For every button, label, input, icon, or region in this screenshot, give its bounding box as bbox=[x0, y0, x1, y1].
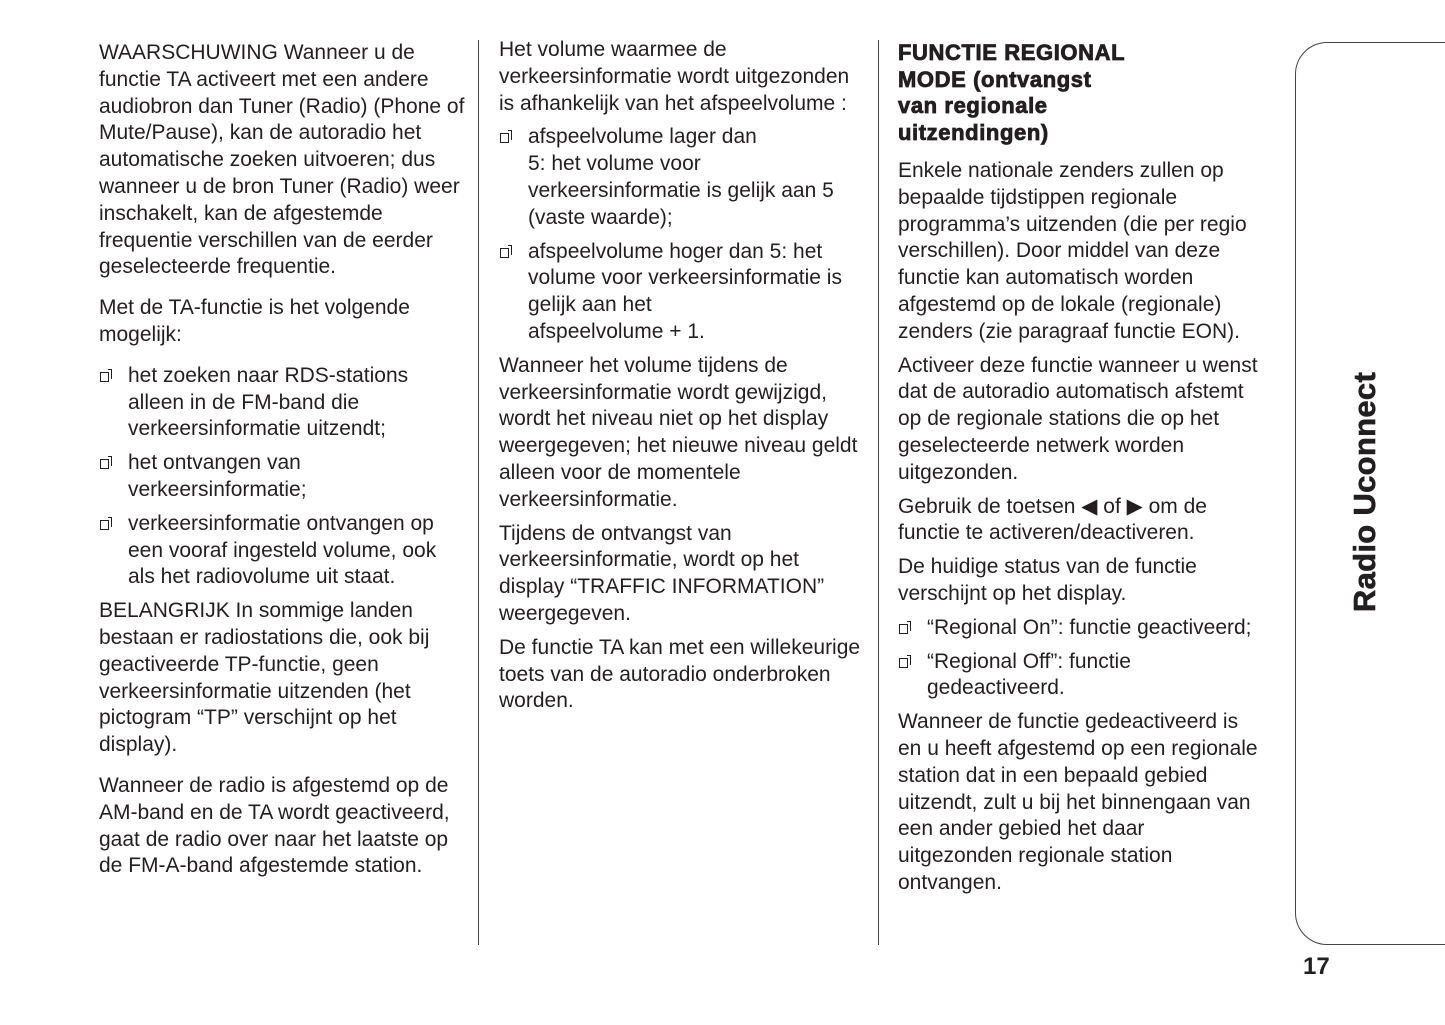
list-item-text: afspeelvolume hoger dan 5: het volume voor verkeersinformatie is gelijk aan het afspeelvolume + 1. bbox=[528, 239, 842, 343]
list-item bbox=[898, 649, 1273, 703]
paragraph: Wanneer het volume tijdens de verkeersinformatie wordt gewijzigd, wordt het niveau niet op het display weergegeven; het nieuwe niveau geldt alleen voor de momentele verkeersinformatie. bbox=[499, 353, 858, 511]
checkbox-bullet-icon bbox=[100, 459, 109, 469]
important-paragraph: BELANGRIJK In sommige landen bestaan er radiostations die, ook bij geactiveerde TP-functie, geen verkeersinformatie uitzenden (het pictogram “TP” verschijnt op het display). bbox=[99, 599, 430, 757]
column-3 bbox=[898, 40, 1273, 911]
list-item bbox=[99, 450, 474, 504]
checkbox-bullet-icon bbox=[899, 658, 908, 668]
warning-paragraph: WAARSCHUWING Wanneer u de functie TA activeert met een andere audiobron dan Tuner (Radio) (Phone of Mute/Pause), kan de autoradio het automatische zoeken uitvoeren; dus wanneer u de bron Tuner (Radio) weer inschakelt, kan de afgestemde frequentie verschillen van de eerder geselecteerde frequentie. bbox=[99, 41, 465, 279]
list-item-text: verkeersinformatie ontvangen op een vooraf ingesteld volume, ook als het radiovolume uit staat. bbox=[128, 511, 437, 589]
column-2 bbox=[499, 37, 874, 729]
list-item-text: “Regional Off”: functie gedeactiveerd. bbox=[927, 649, 1131, 700]
list-item-text: het ontvangen van verkeersinformatie; bbox=[128, 451, 307, 501]
column-1 bbox=[99, 40, 474, 894]
list-item bbox=[499, 239, 874, 346]
paragraph: Activeer deze functie wanneer u wenst dat de autoradio automatisch afstemt op de regionale stations die op het geselecteerde netwerk worden uitgezonden. bbox=[898, 353, 1258, 484]
checkbox-bullet-icon bbox=[100, 520, 109, 530]
bullet-list bbox=[499, 124, 874, 345]
checkbox-bullet-icon bbox=[500, 133, 509, 143]
bullet-list bbox=[99, 363, 474, 591]
paragraph: Gebruik de toetsen ◀ of ▶ om de functie te activeren/deactiveren. bbox=[898, 494, 1207, 545]
paragraph: Met de TA-functie is het volgende mogelijk: bbox=[99, 296, 410, 346]
list-item-text: afspeelvolume lager dan 5: het volume voor verkeersinformatie is gelijk aan 5 (vaste waarde); bbox=[528, 125, 834, 229]
bullet-list bbox=[898, 615, 1273, 702]
list-item-text: het zoeken naar RDS-stations alleen in de FM-band die verkeersinformatie uitzendt; bbox=[128, 363, 409, 441]
checkbox-bullet-icon bbox=[500, 248, 509, 258]
paragraph: Wanneer de radio is afgestemd op de AM-band en de TA wordt geactiveerd, gaat de radio over naar het laatste op de FM-A-band afgestemde station. bbox=[99, 773, 450, 878]
checkbox-bullet-icon bbox=[100, 372, 109, 382]
list-item bbox=[499, 124, 874, 231]
paragraph: Wanneer de functie gedeactiveerd is en u heeft afgestemd op een regionale station dat in een bepaald gebied uitzendt, zult u bij het binnengaan van een ander gebied het daar uitgezonden regionale station ontvangen. bbox=[898, 710, 1258, 894]
list-item bbox=[99, 363, 474, 443]
checkbox-bullet-icon bbox=[899, 624, 908, 634]
paragraph: Enkele nationale zenders zullen op bepaalde tijdstippen regionale programma’s uitzenden (die per regio verschillen). Door middel van deze functie kan automatisch worden afgestemd op de lokale (regionale) zenders (zie paragraaf functie EON). bbox=[898, 159, 1247, 343]
section-heading: FUNCTIE REGIONAL MODE (ontvangst van regionale uitzendingen) bbox=[898, 40, 1126, 145]
list-item bbox=[99, 511, 474, 591]
column-divider-2 bbox=[878, 40, 879, 945]
paragraph: Het volume waarmee de verkeersinformatie wordt uitgezonden is afhankelijk van het afspeelvolume : bbox=[499, 38, 850, 115]
column-divider-1 bbox=[478, 40, 479, 945]
list-item bbox=[898, 615, 1273, 642]
paragraph: De huidige status van de functie verschijnt op het display. bbox=[898, 555, 1197, 605]
paragraph: Tijdens de ontvangst van verkeersinformatie, wordt op het display “TRAFFIC INFORMATION” weergegeven. bbox=[499, 521, 825, 625]
paragraph: De functie TA kan met een willekeurige toets van de autoradio onderbroken worden. bbox=[499, 635, 861, 713]
page-number: 17 bbox=[1303, 953, 1330, 980]
side-tab-label: Radio Uconnect bbox=[1347, 371, 1382, 613]
list-item-text: “Regional On”: functie geactiveerd; bbox=[927, 615, 1252, 639]
